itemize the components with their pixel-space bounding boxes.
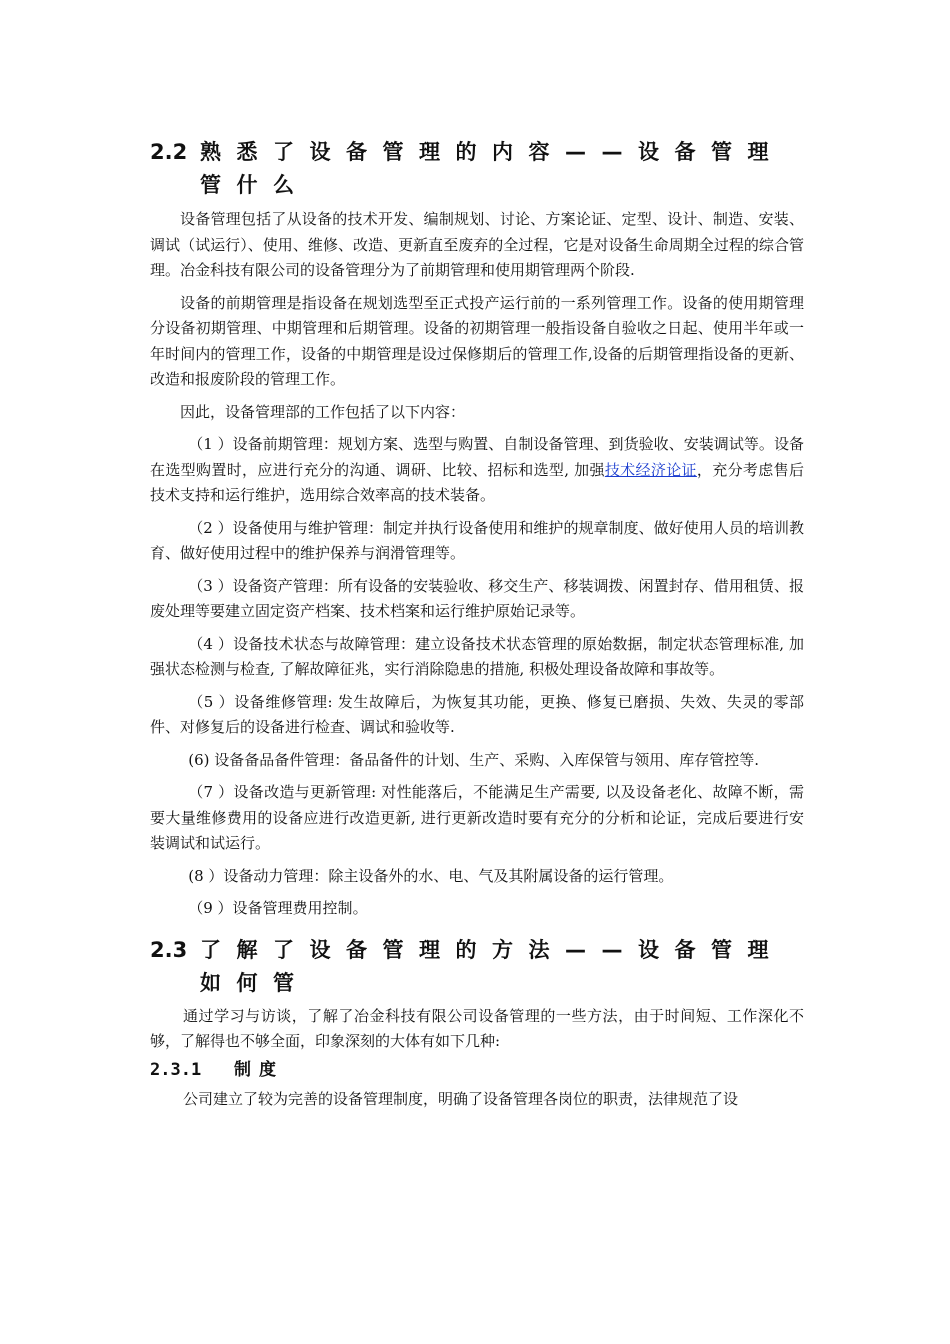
section-heading-2-3	[150, 934, 804, 1000]
paragraph: 因此，设备管理部的工作包括了以下内容：	[180, 402, 466, 421]
section-number: 2.3	[150, 937, 188, 962]
subsection-number: 2.3.1	[150, 1059, 202, 1080]
section-number: 2.2	[150, 140, 188, 164]
paragraph: 公司建立了较为完善的设备管理制度，明确了设备管理各岗位的职责，法律规范了设	[183, 1089, 739, 1108]
subsection-heading-2-3-1	[150, 1057, 804, 1083]
document-body	[150, 136, 804, 1119]
list-item: （4 ）设备技术状态与故障管理：建立设备技术状态管理的原始数据，制定状态管理标准, 加强状态检测与检查, 了解故障征兆，实行消除隐患的措施, 积极处理设备故障和事故等。	[150, 634, 804, 678]
hyperlink[interactable]: 技术经济论证	[604, 460, 697, 479]
list-item	[150, 432, 804, 509]
paragraph: 设备的前期管理是指设备在规划选型至正式投产运行前的一系列管理工作。设备的使用期管理分设备初期管理、中期管理和后期管理。设备的初期管理一般指设备自验收之日起、使用半年或一年时间内的管理工作，设备的中期管理是设过保修期后的管理工作,设备的后期管理指设备的更新、改造和报废阶段的管理工作。	[150, 293, 804, 388]
paragraph: 设备管理包括了从设备的技术开发、编制规划、讨论、方案论证、定型、设计、制造、安装、调试（试运行）、使用、维修、改造、更新直至废弃的全过程，它是对设备生命周期全过程的综合管理。冶金科技有限公司的设备管理分为了前期管理和使用期管理两个阶段.	[150, 210, 804, 279]
paragraph: 通过学习与访谈，了解了冶金科技有限公司设备管理的一些方法，由于时间短、工作深化不够，了解得也不够全面，印象深刻的大体有如下几种:	[150, 1006, 804, 1050]
list-item: （9 ）设备管理费用控制。	[188, 899, 368, 917]
list-item: (8 ）设备动力管理：除主设备外的水、电、气及其附属设备的运行管理。	[188, 866, 674, 885]
list-item: （2 ）设备使用与维护管理：制定并执行设备使用和维护的规章制度、做好使用人员的培训教育、做好使用过程中的维护保养与润滑管理等。	[150, 518, 804, 562]
section-title: 了解了设备管理的方法——设备管理如何管	[200, 937, 784, 995]
section-heading-2-2	[150, 136, 804, 202]
subsection-title: 制度	[234, 1059, 284, 1080]
list-item: （5 ）设备维修管理: 发生故障后，为恢复其功能，更换、修复已磨损、失效、失灵的零部件、对修复后的设备进行检查、调试和验收等.	[150, 692, 804, 736]
section-title: 熟悉了设备管理的内容——设备管理管什么	[200, 140, 784, 197]
list-item: （7 ）设备改造与更新管理: 对性能落后，不能满足生产需要, 以及设备老化、故障不断，需要大量维修费用的设备应进行改造更新, 进行更新改造时要有充分的分析和论证，完成后要进行安装调试和试运行。	[150, 783, 804, 852]
list-item-text: ，充分考虑售后技术支持和运行维护，选用综合效率高的技术装备。	[150, 460, 804, 504]
list-item: (6) 设备备品备件管理：备品备件的计划、生产、采购、入库保管与领用、库存管控等.	[188, 750, 760, 769]
list-item: （3 ）设备资产管理：所有设备的安装验收、移交生产、移装调拨、闲置封存、借用租赁、报废处理等要建立固定资产档案、技术档案和运行维护原始记录等。	[150, 576, 804, 620]
list-item-text: （1 ）设备前期管理：规划方案、选型与购置、自制设备管理、到货验收、安装调试等。设备在选型购置时，应进行充分的沟通、调研、比较、招标和选型, 加强	[150, 435, 804, 479]
